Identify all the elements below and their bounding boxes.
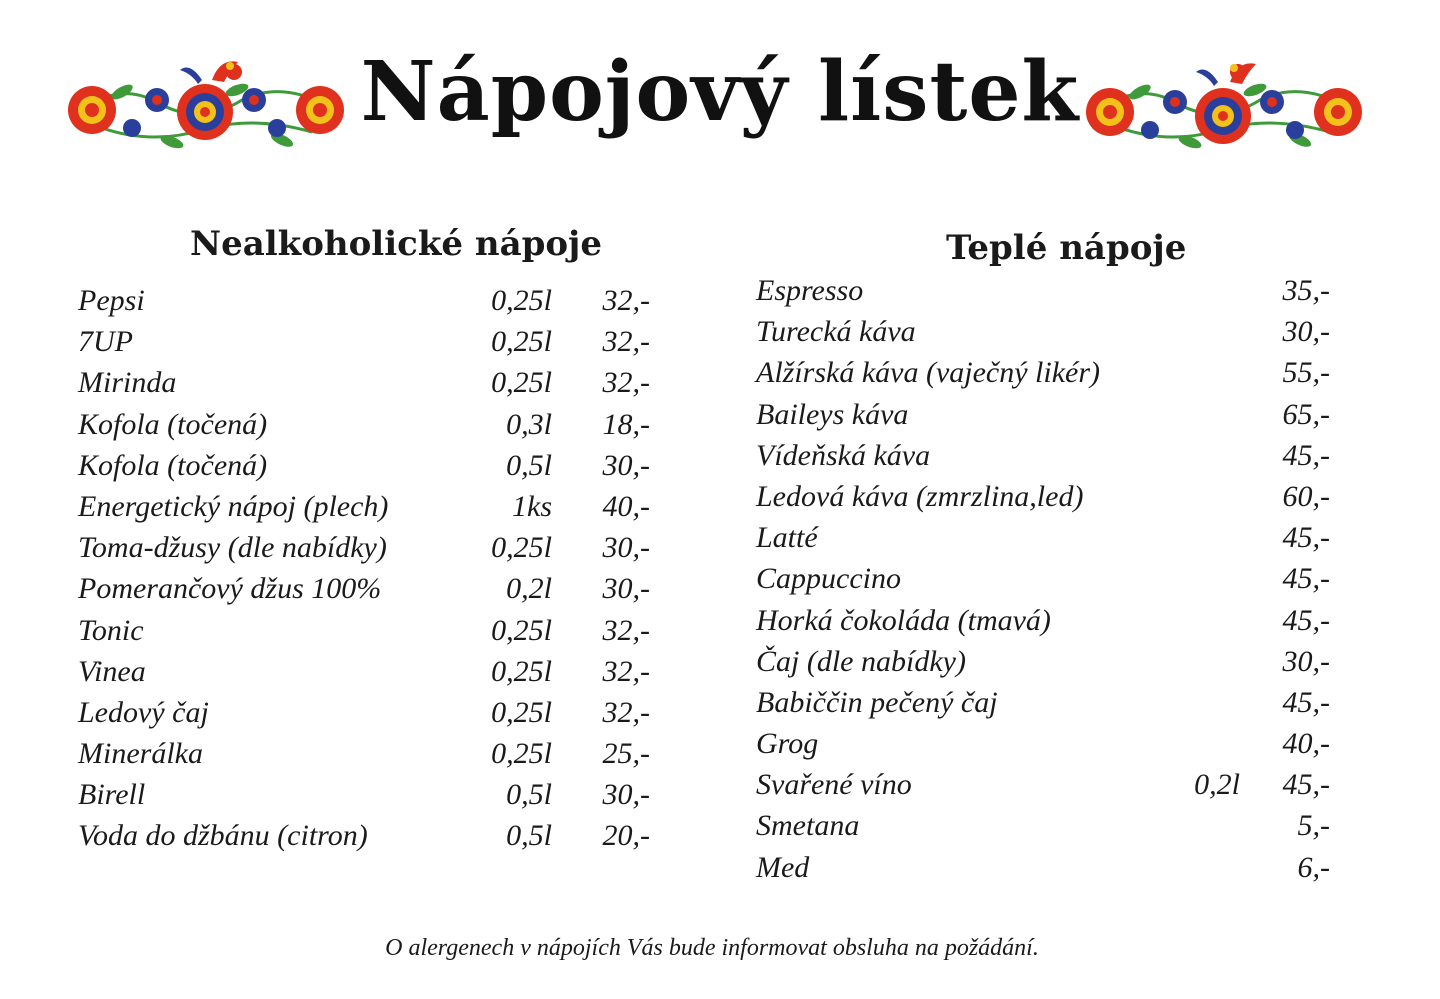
menu-item — [756, 847, 1336, 888]
item-name: Smetana — [756, 809, 860, 843]
item-volume: 0,25l — [491, 284, 552, 317]
item-price: 32,- — [602, 695, 650, 729]
menu-item — [756, 311, 1336, 352]
item-name: Čaj (dle nabídky) — [756, 644, 966, 678]
item-price: 30,- — [1282, 315, 1330, 349]
item-volume: 0,25l — [491, 695, 552, 729]
item-price: 32,- — [602, 325, 650, 359]
item-price: 40,- — [602, 489, 650, 523]
item-volume: 0,25l — [491, 654, 552, 688]
menu-item — [78, 486, 658, 527]
item-name: Cappuccino — [756, 562, 901, 596]
menu-item — [756, 394, 1336, 435]
item-price: 18,- — [602, 407, 650, 441]
item-price: 45,- — [1282, 562, 1330, 596]
item-name: Alžírská káva (vaječný likér) — [756, 356, 1101, 390]
item-name: Baileys káva — [756, 397, 909, 431]
item-name: Horká čokoláda (tmavá) — [756, 603, 1051, 637]
item-price: 20,- — [602, 819, 650, 853]
page-title: Nápojový lístek — [360, 44, 1080, 140]
menu-item — [78, 445, 658, 486]
menu-item — [756, 682, 1336, 723]
folk-floral-ornament-icon — [62, 50, 352, 160]
item-price: 45,- — [1282, 768, 1330, 802]
item-price: 45,- — [1282, 438, 1330, 472]
item-name: Mirinda — [78, 366, 177, 400]
item-price: 5,- — [1297, 809, 1330, 843]
menu-item — [78, 815, 658, 856]
item-volume: 0,25l — [491, 613, 552, 647]
menu-item — [78, 568, 658, 609]
item-price: 30,- — [602, 572, 650, 606]
item-name: Babiččin pečený čaj — [756, 685, 998, 719]
item-price: 35,- — [1282, 274, 1330, 307]
item-price: 30,- — [1282, 644, 1330, 678]
item-volume: 0,5l — [506, 819, 552, 853]
item-price: 25,- — [602, 737, 650, 771]
menu-item — [756, 476, 1336, 517]
menu-item — [756, 723, 1336, 764]
menu-item — [78, 610, 658, 651]
menu-item — [78, 774, 658, 815]
menu-item — [756, 641, 1336, 682]
item-name: Pepsi — [78, 284, 145, 317]
menu-item — [78, 404, 658, 445]
item-volume: 0,2l — [506, 572, 552, 606]
item-volume: 0,25l — [491, 366, 552, 400]
item-volume: 0,25l — [491, 325, 552, 359]
item-name: Espresso — [756, 274, 864, 307]
menu-item — [78, 280, 658, 321]
item-volume: 0,3l — [506, 407, 552, 441]
menu-item — [78, 321, 658, 362]
menu-item — [756, 352, 1336, 393]
item-name: Kofola (točená) — [78, 448, 268, 482]
cold-drinks-list — [78, 280, 658, 857]
item-name: Grog — [756, 727, 819, 761]
item-name: Med — [756, 850, 810, 884]
item-price: 60,- — [1282, 479, 1330, 513]
menu-item — [756, 600, 1336, 641]
item-name: Energetický nápoj (plech) — [78, 489, 389, 523]
item-name: Pomerančový džus 100% — [78, 572, 382, 606]
menu-item — [756, 558, 1336, 599]
item-name: Turecká káva — [756, 315, 916, 349]
item-price: 40,- — [1282, 727, 1330, 761]
item-price: 30,- — [602, 448, 650, 482]
menu-item — [78, 527, 658, 568]
menu-item — [78, 651, 658, 692]
item-volume: 0,25l — [491, 737, 552, 771]
item-volume: 1ks — [512, 489, 552, 523]
item-name: Vídeňská káva — [756, 438, 931, 472]
item-price: 65,- — [1282, 397, 1330, 431]
item-price: 32,- — [602, 284, 650, 317]
item-name: 7UP — [78, 325, 133, 359]
item-price: 6,- — [1297, 850, 1330, 884]
menu-item — [78, 692, 658, 733]
item-name: Vinea — [78, 654, 146, 688]
item-price: 32,- — [602, 366, 650, 400]
cold-drinks-heading: Nealkoholické nápoje — [190, 224, 602, 264]
menu-item — [756, 805, 1336, 846]
item-name: Svařené víno — [756, 768, 912, 802]
item-name: Tonic — [78, 613, 144, 647]
item-name: Voda do džbánu (citron) — [78, 819, 368, 853]
menu-item — [756, 270, 1336, 311]
menu-item — [78, 362, 658, 403]
hot-drinks-list — [756, 270, 1336, 888]
item-volume: 0,5l — [506, 448, 552, 482]
item-price: 45,- — [1282, 521, 1330, 555]
item-name: Ledový čaj — [78, 695, 209, 729]
hot-drinks-heading: Teplé nápoje — [946, 228, 1187, 268]
item-price: 55,- — [1282, 356, 1330, 390]
item-name: Toma-džusy (dle nabídky) — [78, 531, 387, 565]
item-volume: 0,2l — [1194, 768, 1240, 802]
menu-item — [78, 733, 658, 774]
item-name: Kofola (točená) — [78, 407, 268, 441]
menu-item — [756, 435, 1336, 476]
allergen-note: O alergenech v nápojích Vás bude informovat obsluha na požádání. — [385, 935, 1039, 961]
item-name: Ledová káva (zmrzlina,led) — [756, 479, 1084, 513]
folk-floral-ornament-icon — [1080, 50, 1370, 160]
item-volume: 0,25l — [491, 531, 552, 565]
item-name: Minerálka — [78, 737, 203, 771]
item-volume: 0,5l — [506, 778, 552, 812]
menu-item — [756, 764, 1336, 805]
item-name: Birell — [78, 778, 146, 812]
item-price: 32,- — [602, 654, 650, 688]
item-price: 45,- — [1282, 685, 1330, 719]
item-name: Latté — [756, 521, 818, 555]
item-price: 30,- — [602, 531, 650, 565]
item-price: 30,- — [602, 778, 650, 812]
menu-item — [756, 517, 1336, 558]
item-price: 32,- — [602, 613, 650, 647]
item-price: 45,- — [1282, 603, 1330, 637]
